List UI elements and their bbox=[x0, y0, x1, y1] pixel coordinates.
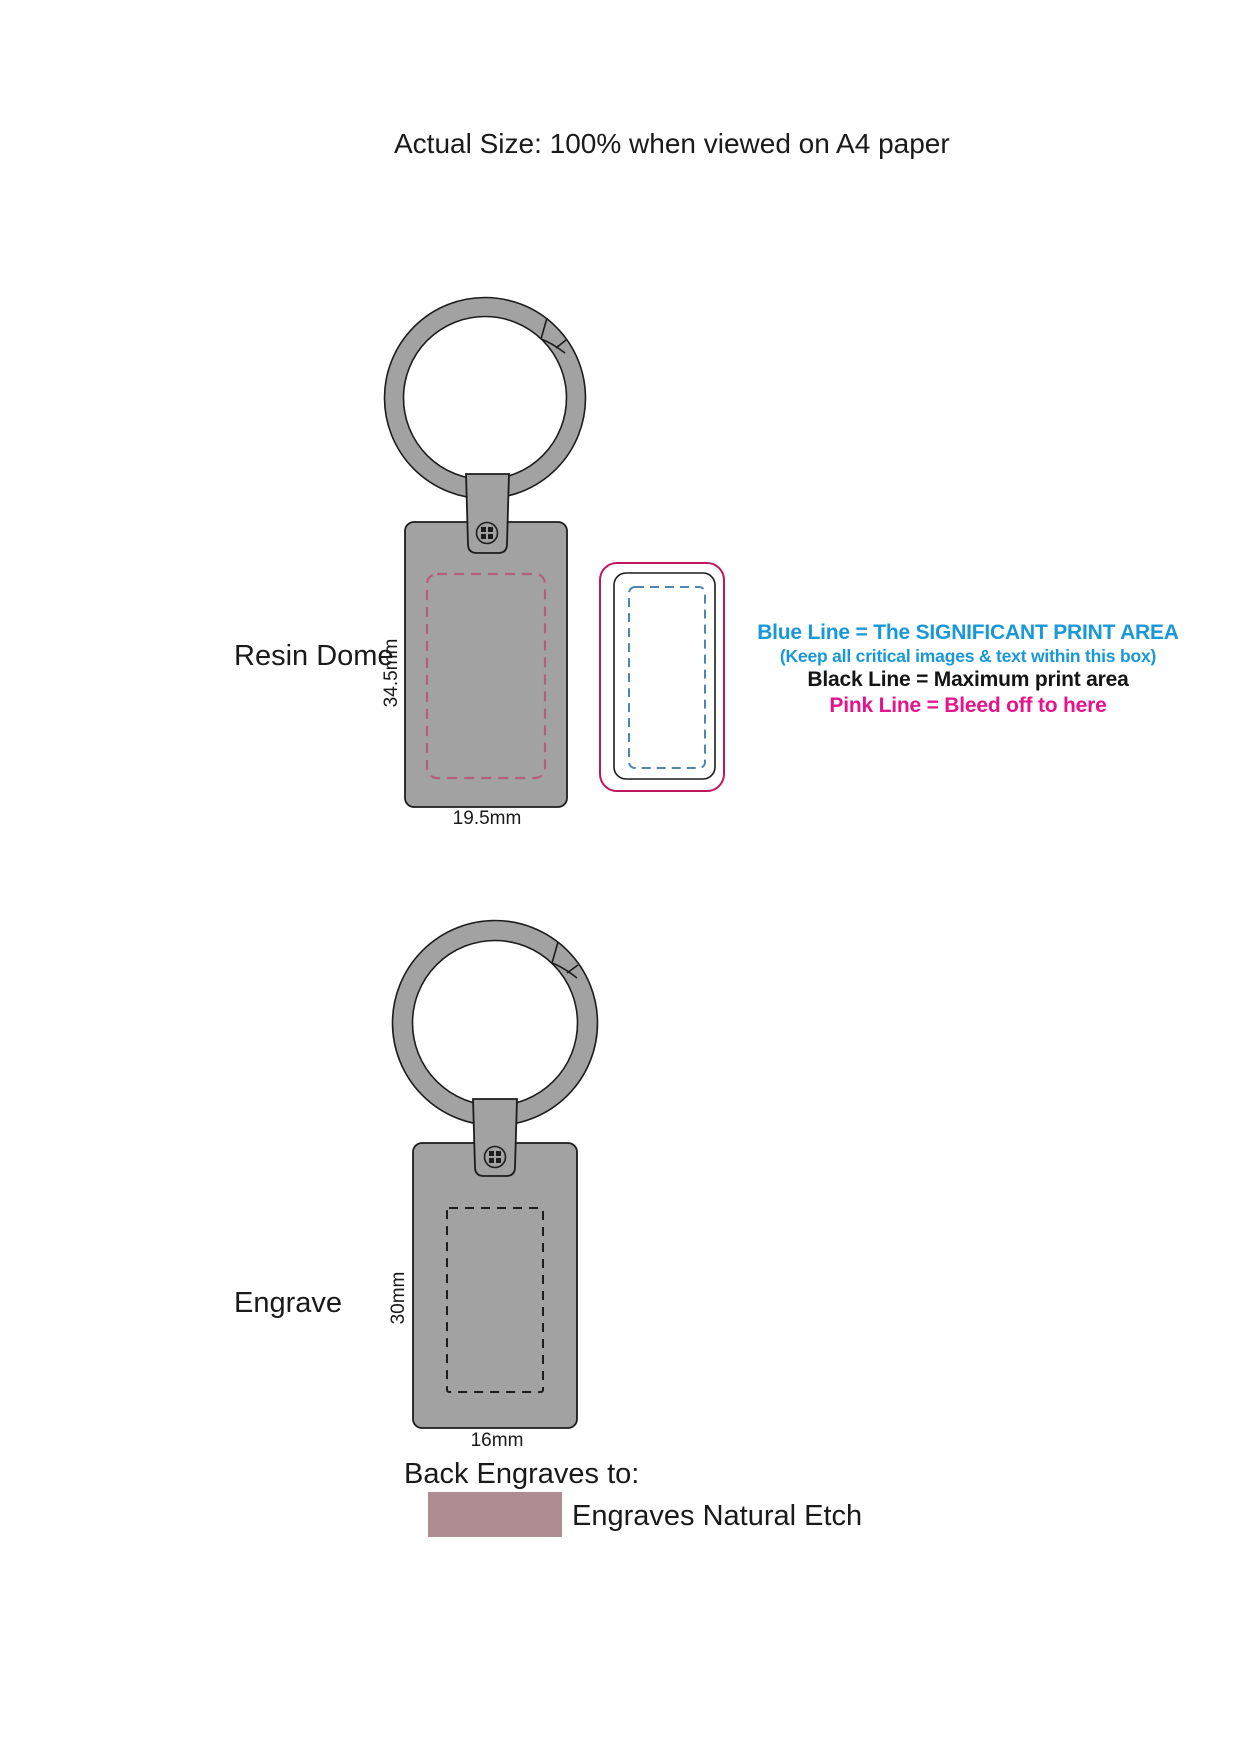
legend-pink-line: Pink Line = Bleed off to here bbox=[829, 693, 1107, 717]
legend-black-line: Black Line = Maximum print area bbox=[807, 667, 1129, 691]
split-ring-inner-outline bbox=[404, 317, 567, 480]
rivet-icon bbox=[477, 523, 498, 544]
page-title: Actual Size: 100% when viewed on A4 paper bbox=[394, 128, 950, 159]
rivet-icon bbox=[485, 1147, 506, 1168]
split-ring-band bbox=[394, 307, 576, 489]
height-dimension-resin-dome: 34.5mm bbox=[381, 638, 402, 708]
figure-label-engrave: Engrave bbox=[234, 1287, 343, 1319]
engrave-color-swatch bbox=[428, 1492, 562, 1537]
legend-blue-line: Blue Line = The SIGNIFICANT PRINT AREA bbox=[757, 621, 1179, 644]
back-engraves-label: Back Engraves to: bbox=[404, 1458, 640, 1490]
height-dimension-engrave: 30mm bbox=[388, 1271, 409, 1325]
fob-plate bbox=[413, 1143, 577, 1428]
split-ring-band bbox=[403, 931, 588, 1116]
resin-dome-keyring bbox=[385, 298, 586, 808]
print-area-legend bbox=[728, 620, 1208, 718]
split-ring-inner-outline bbox=[413, 941, 578, 1106]
figure-label-resin-dome: Resin Dome bbox=[234, 640, 394, 672]
legend-blue-note: (Keep all critical images & text within this box) bbox=[779, 645, 1157, 666]
engrave-keyring bbox=[393, 921, 598, 1429]
swatch-label: Engraves Natural Etch bbox=[572, 1500, 863, 1532]
width-dimension-engrave: 16mm bbox=[470, 1430, 524, 1451]
width-dimension-resin-dome: 19.5mm bbox=[452, 808, 522, 829]
fob-plate bbox=[405, 522, 567, 807]
print-template-diagram bbox=[600, 563, 724, 791]
